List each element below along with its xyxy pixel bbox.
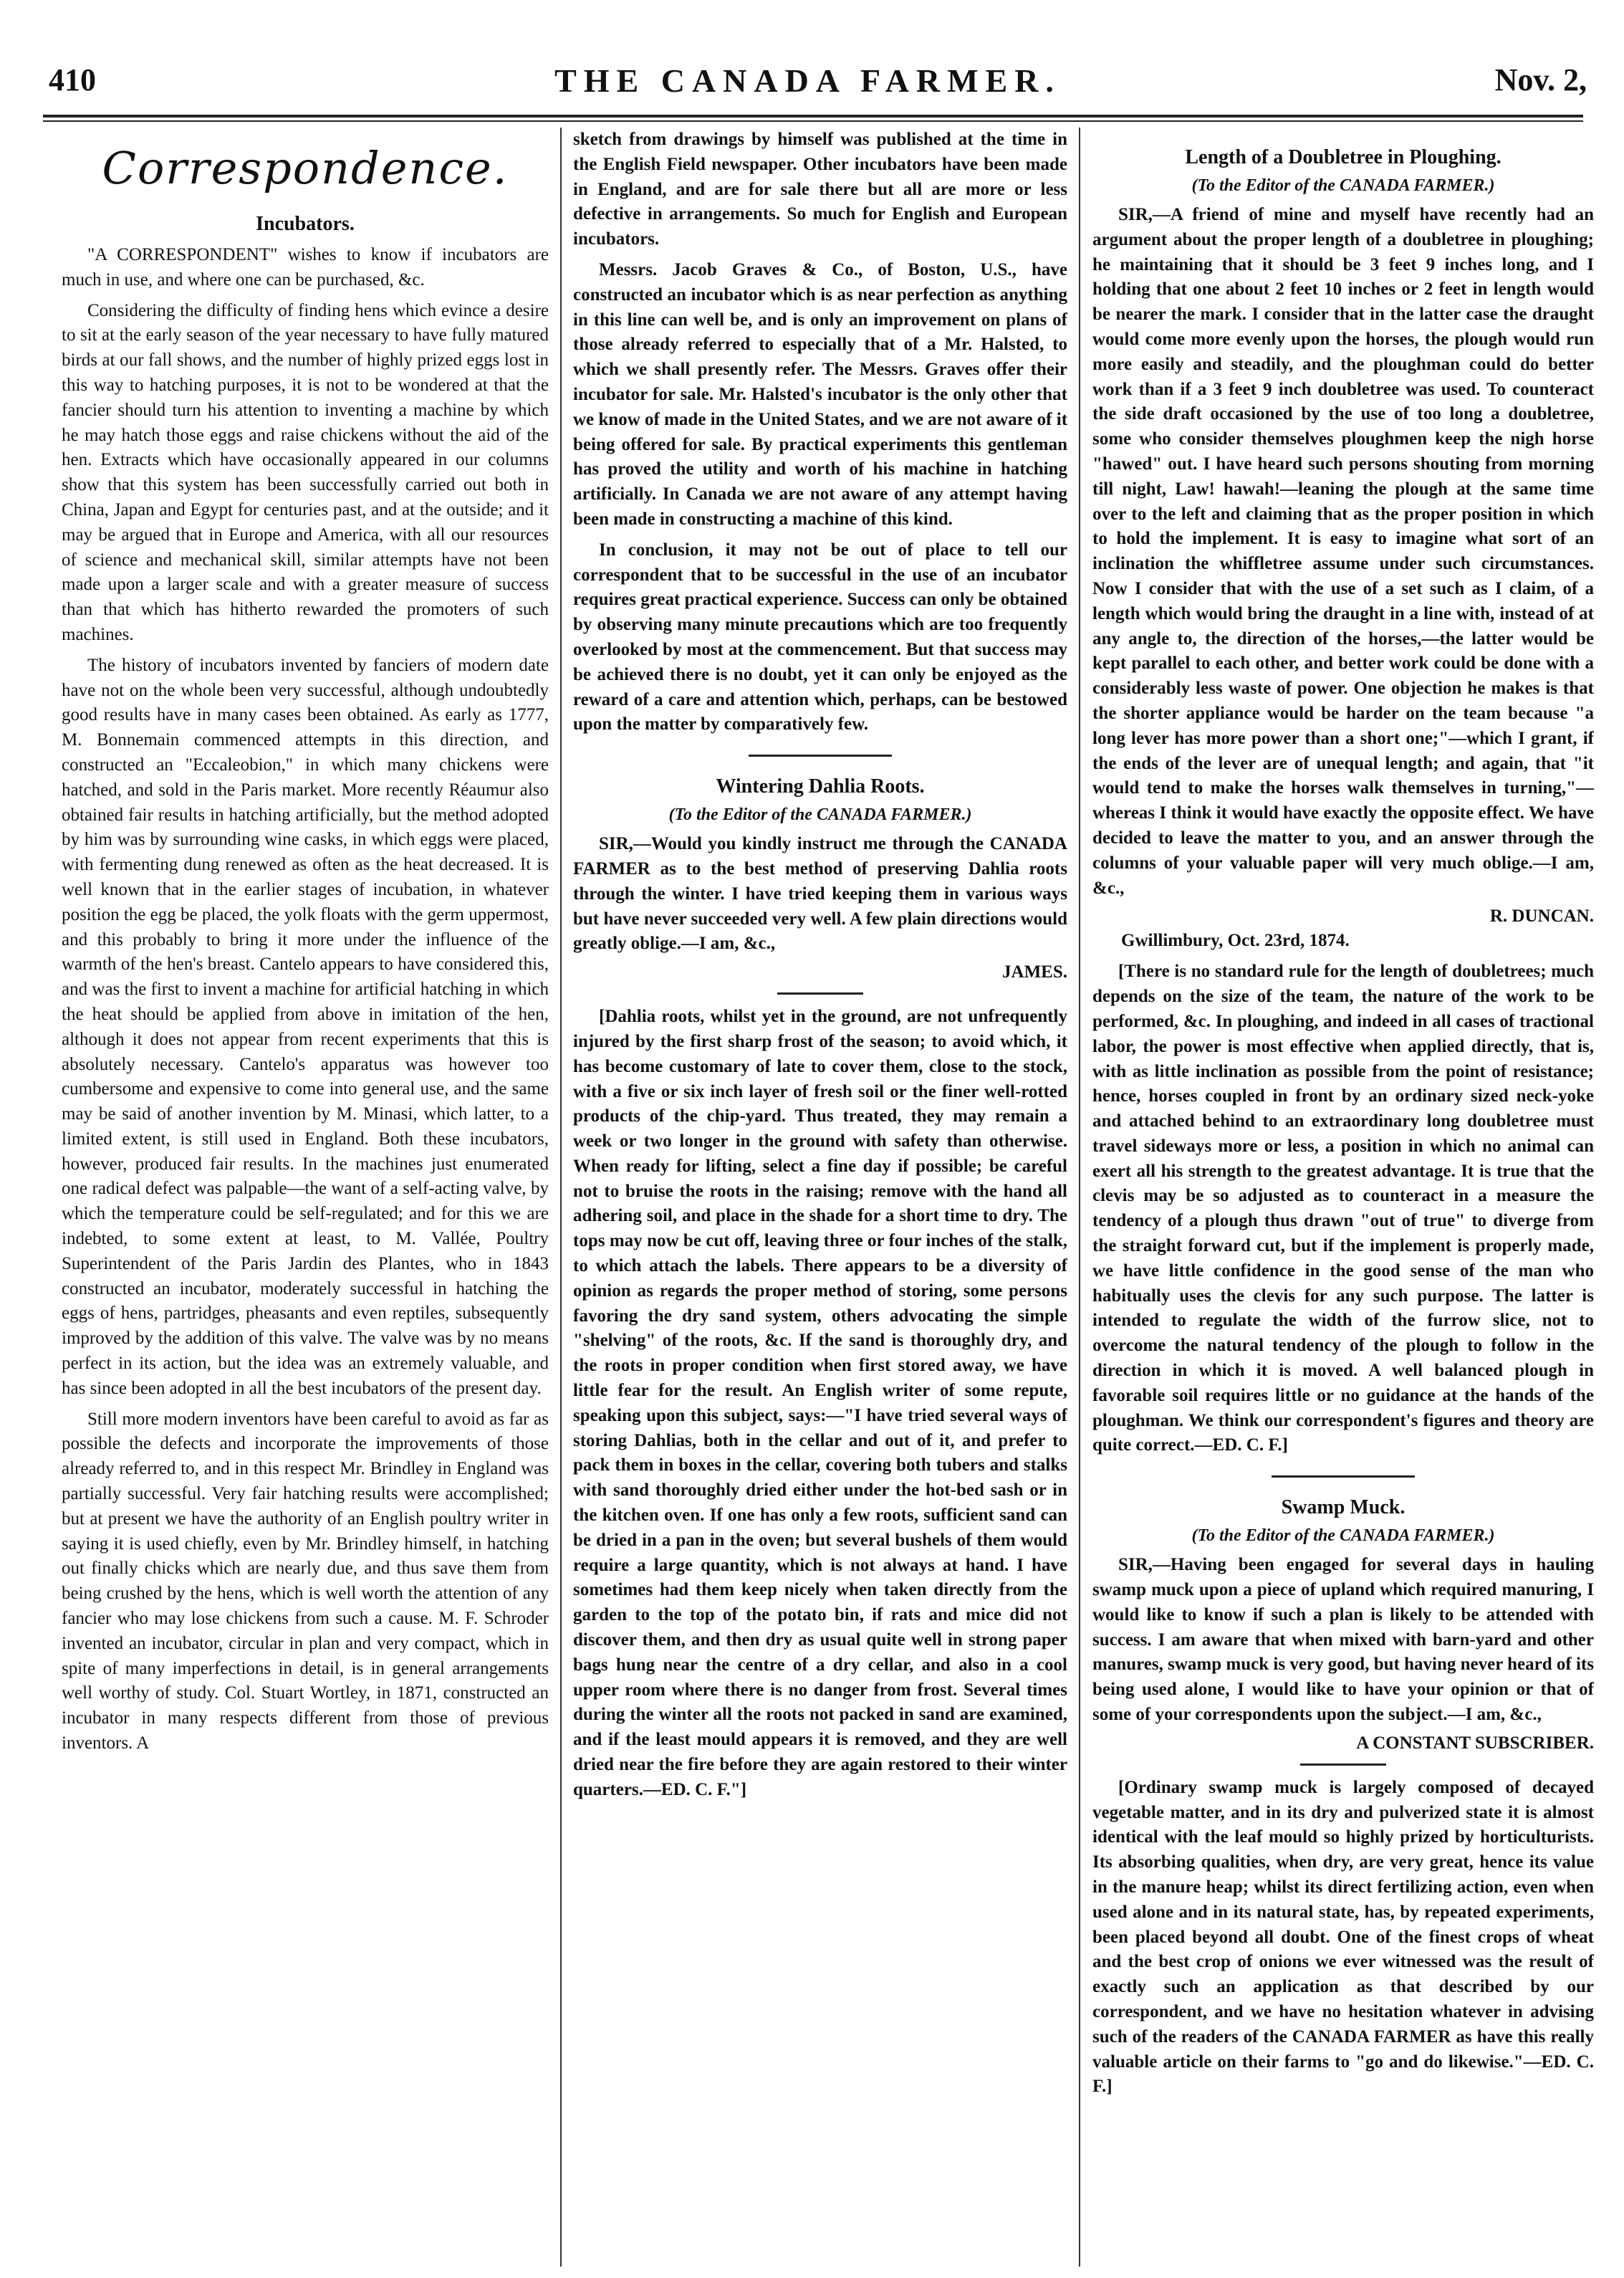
paragraph: Messrs. Jacob Graves & Co., of Boston, U.S., have constructed an incubator which is as near perfection as anything in this line can well be, and is only an improvement on plans of those already referred to especially that of a Mr. Halsted, to which we shall presently refer. The Messrs. Graves offer their incubator for sale. Mr. Halsted's incubator is the only other that we know of made in the United States, and we are not aware of it being offered for sale. By practical experiments this gentleman has proved the utility and worth of his machine in hatching artificially. In Canada we are not aware of any attempt having been made in constructing a machine of this kind. (573, 259, 1067, 529)
article-separator (1272, 1475, 1415, 1478)
paragraph: Still more modern inventors have been careful to avoid as far as possible the defects and incorporate the improvements of those already referred to, and in this respect Mr. Brindley in England was partially successful. Very fair hatching results were accomplished; but at present we have the authority of an English poultry writer in saying it is used chiefly, even by Mr. Brindley himself, in hatching out finally chicks which are nearly due, and thus save them from being crushed by the hens, which is well worth the attention of any fancier who may lose chickens from such a cause. M. F. Schroder invented an incubator, circular in plan and very compact, which in spite of many imperfections in detail, is in general arrangements well worthy of study. Col. Stuart Wortley, in 1871, constructed an incubator in many respects different from those of previous inventors. A (62, 1409, 549, 1753)
letter-dateline: Gwillimbury, Oct. 23rd, 1874. (1121, 931, 1350, 951)
letter-text: SIR,—Having been engaged for several days in hauling swamp muck upon a piece of upland which required manuring, I would like to know if such a plan is likely to be attended with success. I am aware that when mixed with barn-yard and other manures, swamp muck is very good, but having never heard of its being used alone, I would like to have your opinion or that of some of your correspondents upon the subject.—I am, &c., (1092, 1555, 1594, 1725)
paragraph: In conclusion, it may not be out of place to tell our correspondent that to be successful in the use of an incubator requires great practical experience. Success can only be obtained by observing many minute precautions which are too frequently overlooked by most at the commencement. But that success may be achieved there is no doubt, yet it can only be enjoyed as the reward of a care and attention which, perhaps, can be bestowed upon the matter by comparatively few. (573, 540, 1067, 734)
article-subtitle: (To the Editor of the CANADA FARMER.) (1191, 1526, 1495, 1546)
article-separator (749, 755, 892, 757)
reply-separator (1300, 1763, 1386, 1766)
letter-text: SIR,—Would you kindly instruct me through the CANADA FARMER as to the best method of preserving Dahlia roots through the winter. I have tried keeping them in various ways but have never succeeded very well. A few plain directions would greatly oblige.—I am, &c., (573, 834, 1067, 954)
section-title: Correspondence. (102, 142, 509, 194)
article-subtitle: (To the Editor of the CANADA FARMER.) (1191, 176, 1495, 195)
page-header (29, 62, 1587, 119)
header-rule (43, 115, 1583, 118)
paragraph: sketch from drawings by himself was published at the time in the English Field newspaper. Other incubators have been made in England, and are for sale there but all are more or less defective in arrangements. So much for English and European incubators. (573, 130, 1067, 249)
column-3 (1092, 128, 1594, 2263)
editor-reply: [Ordinary swamp muck is largely composed of decayed vegetable matter, and in its dry and pulverized state it is almost identical with the leaf mould so highly prized by horticulturists. Its absorbing qualities, when dry, are very great, hence its value in the manure heap; whilst its direct fertilizing action, even when used alone and in its natural state, has, by repeated experiments, been placed beyond all doubt. One of the finest crops of wheat and the best crop of onions we ever witnessed was the result of exactly such an application as that described by our correspondent, and we have no hesitation whatever in advising such of the readers of the CANADA FARMER as have this really valuable article on their farms to "go and do likewise."—ED. C. F.] (1092, 1777, 1594, 2097)
reply-separator (777, 992, 863, 995)
editor-reply: [Dahlia roots, whilst yet in the ground, are not unfrequently injured by the first sharp frost of the season; to avoid which, it has become customary of late to cover them, close to the stock, with a five or six inch layer of fresh soil or the finer well-rotted products of the chip-yard. Thus treated, they may remain a week or two longer in the ground with safety than otherwise. When ready for lifting, select a fine day if possible; be careful not to bruise the roots in the raising; remove with the hand all adhering soil, and place in the shade for a short time to dry. The tops may now be cut off, leaving three or four inches of the stalk, to which attach the labels. There appears to be a diversity of opinion as regards the proper method of storing, some persons favoring the dry sand system, others advocating the simple "shelving" of the roots, &c. If the sand is thoroughly dry, and the roots in proper condition when first stored away, we have little fear for the result. An English writer of some repute, speaking upon this subject, says:—"I have tried several ways of storing Dahlias, both in the cellar and out of it, and prefer to pack them in boxes in the cellar, covering both tubers and stalks with sand thoroughly dried either under the hot-bed sash or in the kitchen oven. If one has only a few roots, sufficient sand can be dried in a pan in the oven; but several bushels of them would require a large quantity, which is not always at hand. I have sometimes had them keep nicely when taken directly from the garden to the top of the potato bin, if rats and mice did not discover them, and then dry as usual quite well in strong paper bags hung near the centre of a dry cellar, and also in a cool upper room where there is no danger from frost. Several times during the winter all the roots not packed in sand are examined, and if the least mould appears it is removed, and they are well dried near the fire before they are again restored to their winter quarters.—ED. C. F."] (573, 1007, 1067, 1799)
article-title-swamp-muck: Swamp Muck. (1281, 1496, 1406, 1519)
paragraph: Considering the difficulty of finding hens which evince a desire to sit at the early season of the year necessary to have fully matured birds at our fall shows, and the number of highly prized eggs lost in this way to hatching purposes, it is not to be wondered at that the fancier should turn his attention to inventing a machine by which he may hatch those eggs and raise chickens without the aid of the hen. Extracts which have occasionally appeared in our columns show that this system has been successfully carried out both in China, Japan and Egypt for centuries past, and at the outside; and it may be argued that in Europe and America, with all our resources of science and mechanical skill, similar attempts have not been made upon a larger scale and with a greater measure of success than that which has hitherto rewarded the promoters of such machines. (62, 300, 549, 644)
column-2 (573, 128, 1067, 2263)
article-title-dahlia: Wintering Dahlia Roots. (716, 775, 925, 798)
page-number: 410 (49, 62, 96, 97)
letter-signature: A CONSTANT SUBSCRIBER. (1356, 1733, 1594, 1753)
column-divider (1079, 128, 1080, 2267)
article-title-incubators: Incubators. (256, 213, 355, 235)
issue-date: Nov. 2, (1494, 62, 1587, 97)
letter-signature: JAMES. (1002, 962, 1067, 982)
newspaper-title: THE CANADA FARMER. (554, 62, 1061, 99)
column-divider (560, 128, 562, 2267)
article-title-doubletree: Length of a Doubletree in Ploughing. (1185, 146, 1502, 168)
column-1 (62, 128, 549, 2263)
article-subtitle: (To the Editor of the CANADA FARMER.) (668, 805, 972, 825)
letter-text: SIR,—A friend of mine and myself have recently had an argument about the proper length of a doubletree in ploughing; he maintaining that it should be 3 feet 9 inches long, and I holding that one about 2 feet 10 inches or 2 feet in length would be nearer the mark. I consider that in the latter case the draught would come more evenly upon the horses, the plough would run more easily and steadily, and the ploughman could do better work than if a 3 feet 9 inch doubletree was used. To counteract the side draft occasioned by the use of too long a doubletree, some who consider themselves ploughmen keep the nigh horse "hawed" out. I have heard such persons shouting from morning till night, Law! hawah!—leaning the plough at the same time over to the left and claiming that as the proper position in which to hold the implement. It is easy to imagine what sort of an inclination the whiffletree assume under such circumstances. Now I consider that with the use of a set such as I claim, of a length which would bring the draught in a line with, instead of at any angle to, the direction of the horses,—the latter would be kept parallel to each other, and better work could be done with a considerably less waste of power. One objection he makes is that the shorter appliance would be harder on the team because "a long lever has more power than a short one;"—which I grant, if the ends of the lever are of unequal length; and again, that "it would tend to make the horses walk themselves in turning,"—whereas I think it would have exactly the opposite effect. We have decided to leave the matter to you, and an answer through the columns of your valuable paper will very much oblige.—I am, &c., (1092, 205, 1594, 898)
header-rule-thin (43, 120, 1583, 122)
editor-reply: [There is no standard rule for the length of doubletrees; much depends on the size of the team, the nature of the work to be performed, &c. In ploughing, and indeed in all cases of tractional labor, the power is most effective when applied directly, that is, with as little inclination as possible from the point of resistance; hence, horses coupled in front by an ordinary sized neck-yoke and attached behind to an extraordinary long doubletree must travel sideways more or less, a position in which no animal can exert all his strength to the greatest advantage. It is true that the clevis may be so adjusted as to counteract in a measure the tendency of a plough thus drawn "out of true" to diverge from the straight forward cut, but if the implement is properly made, we have little confidence in the good sense of the man who habitually uses the clevis for any such purpose. The latter is intended to regulate the width of the furrow slice, not to overcome the natural tendency of the plough to follow in the direction in which it is moved. A well balanced plough in favorable soil requires little or no guidance at the hands of the ploughman. We think our correspondent's figures and theory are quite correct.—ED. C. F.] (1092, 962, 1594, 1455)
paragraph: "A CORRESPONDENT" wishes to know if incubators are much in use, and where one can be purchased, &c. (62, 245, 549, 289)
letter-signature: R. DUNCAN. (1489, 906, 1594, 927)
paragraph: The history of incubators invented by fanciers of modern date have not on the whole been very successful, although undoubtedly good results have in many cases been obtained. As early as 1777, M. Bonnemain commenced attempts in this direction, and constructed an "Eccaleobion," in which many chickens were hatched, and sold in the Paris market. More recently Réaumur also obtained fair results in hatching artificially, but the method adopted by him was by surrounding wine casks, in which eggs were placed, with fermenting dung renewed as often as the heat decreased. It is well known that in the earlier stages of incubation, in whatever position the egg be placed, the yolk floats with the germ uppermost, and this probably to bring it more under the influence of the warmth of the hen's breast. Cantelo appears to have considered this, and was the first to invent a machine for artificial hatching in which the heat should be applied from above in imitation of the hen, although it does not appear from recent experiments that this is absolutely necessary. Cantelo's apparatus was however too cumbersome and expensive to come into general use, and the same may be said of another invention by M. Minasi, which latter, to a limited extent, is still used in England. Both these incubators, however, produced fair results. In the machines just enumerated one radical defect was palpable—the want of a self-acting valve, by which the temperature could be self-regulated; and for this we are indebted, to some extent at least, to M. Vallée, Poultry Superintendent of the Paris Jardin des Plantes, who in 1843 constructed an incubator, moderately successful in hatching the eggs of hens, partridges, pheasants and even reptiles, subsequently improved by the addition of this valve. The valve was by no means perfect in its action, but the idea was an extremely valuable, and has since been adopted in all the best incubators of the present day. (62, 655, 549, 1398)
